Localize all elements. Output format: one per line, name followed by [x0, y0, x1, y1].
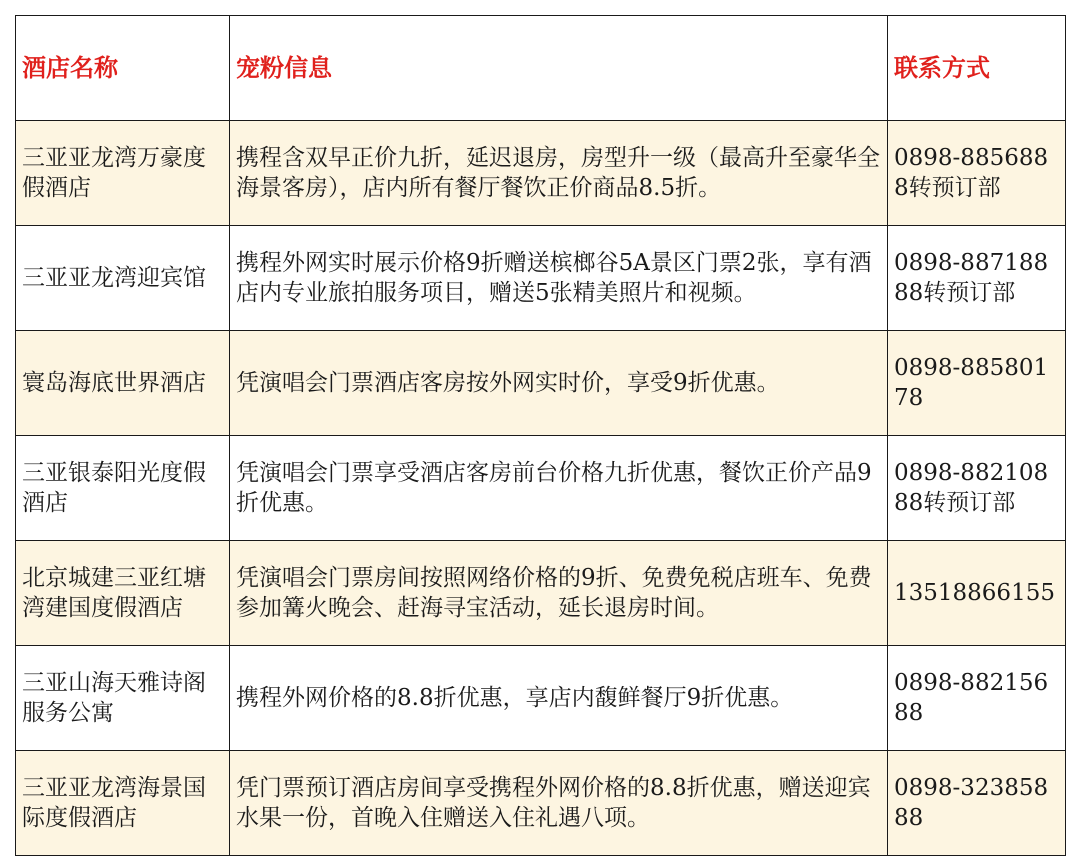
offer-cell: 凭演唱会门票房间按照网络价格的9折、免费免税店班车、免费参加篝火晚会、赶海寻宝活动，延长退房时间。: [230, 541, 888, 646]
hotel-name-cell: 三亚亚龙湾迎宾馆: [16, 226, 230, 331]
hotel-name-cell: 北京城建三亚红塘湾建国度假酒店: [16, 541, 230, 646]
table-row: [16, 541, 1066, 646]
hotel-name-cell: 三亚亚龙湾万豪度假酒店: [16, 121, 230, 226]
header-hotel-name: 酒店名称: [16, 16, 230, 121]
header-contact: 联系方式: [888, 16, 1066, 121]
contact-cell: 0898-88210888转预订部: [888, 436, 1066, 541]
table-row: [16, 646, 1066, 751]
offer-cell: 凭演唱会门票享受酒店客房前台价格九折优惠，餐饮正价产品9折优惠。: [230, 436, 888, 541]
table-header-row: [16, 16, 1066, 121]
contact-cell: 13518866155: [888, 541, 1066, 646]
contact-cell: 0898-8856888转预订部: [888, 121, 1066, 226]
contact-cell: 0898-88718888转预订部: [888, 226, 1066, 331]
hotel-name-cell: 寰岛海底世界酒店: [16, 331, 230, 436]
contact-cell: 0898-32385888: [888, 751, 1066, 856]
offer-cell: 凭演唱会门票酒店客房按外网实时价，享受9折优惠。: [230, 331, 888, 436]
table-row: [16, 226, 1066, 331]
contact-cell: 0898-88580178: [888, 331, 1066, 436]
table-row: [16, 436, 1066, 541]
hotel-name-cell: 三亚银泰阳光度假酒店: [16, 436, 230, 541]
offer-cell: 携程外网价格的8.8折优惠，享店内馥鲜餐厅9折优惠。: [230, 646, 888, 751]
hotel-name-cell: 三亚山海天雅诗阁服务公寓: [16, 646, 230, 751]
table-row: [16, 751, 1066, 856]
offer-cell: 携程含双早正价九折，延迟退房，房型升一级（最高升至豪华全海景客房），店内所有餐厅餐饮正价商品8.5折。: [230, 121, 888, 226]
header-offer-info: 宠粉信息: [230, 16, 888, 121]
hotel-offers-table: [15, 15, 1066, 856]
offer-cell: 携程外网实时展示价格9折赠送槟榔谷5A景区门票2张，享有酒店内专业旅拍服务项目，赠送5张精美照片和视频。: [230, 226, 888, 331]
hotel-name-cell: 三亚亚龙湾海景国际度假酒店: [16, 751, 230, 856]
table-row: [16, 121, 1066, 226]
contact-cell: 0898-88215688: [888, 646, 1066, 751]
table-row: [16, 331, 1066, 436]
offer-cell: 凭门票预订酒店房间享受携程外网价格的8.8折优惠，赠送迎宾水果一份，首晚入住赠送入住礼遇八项。: [230, 751, 888, 856]
